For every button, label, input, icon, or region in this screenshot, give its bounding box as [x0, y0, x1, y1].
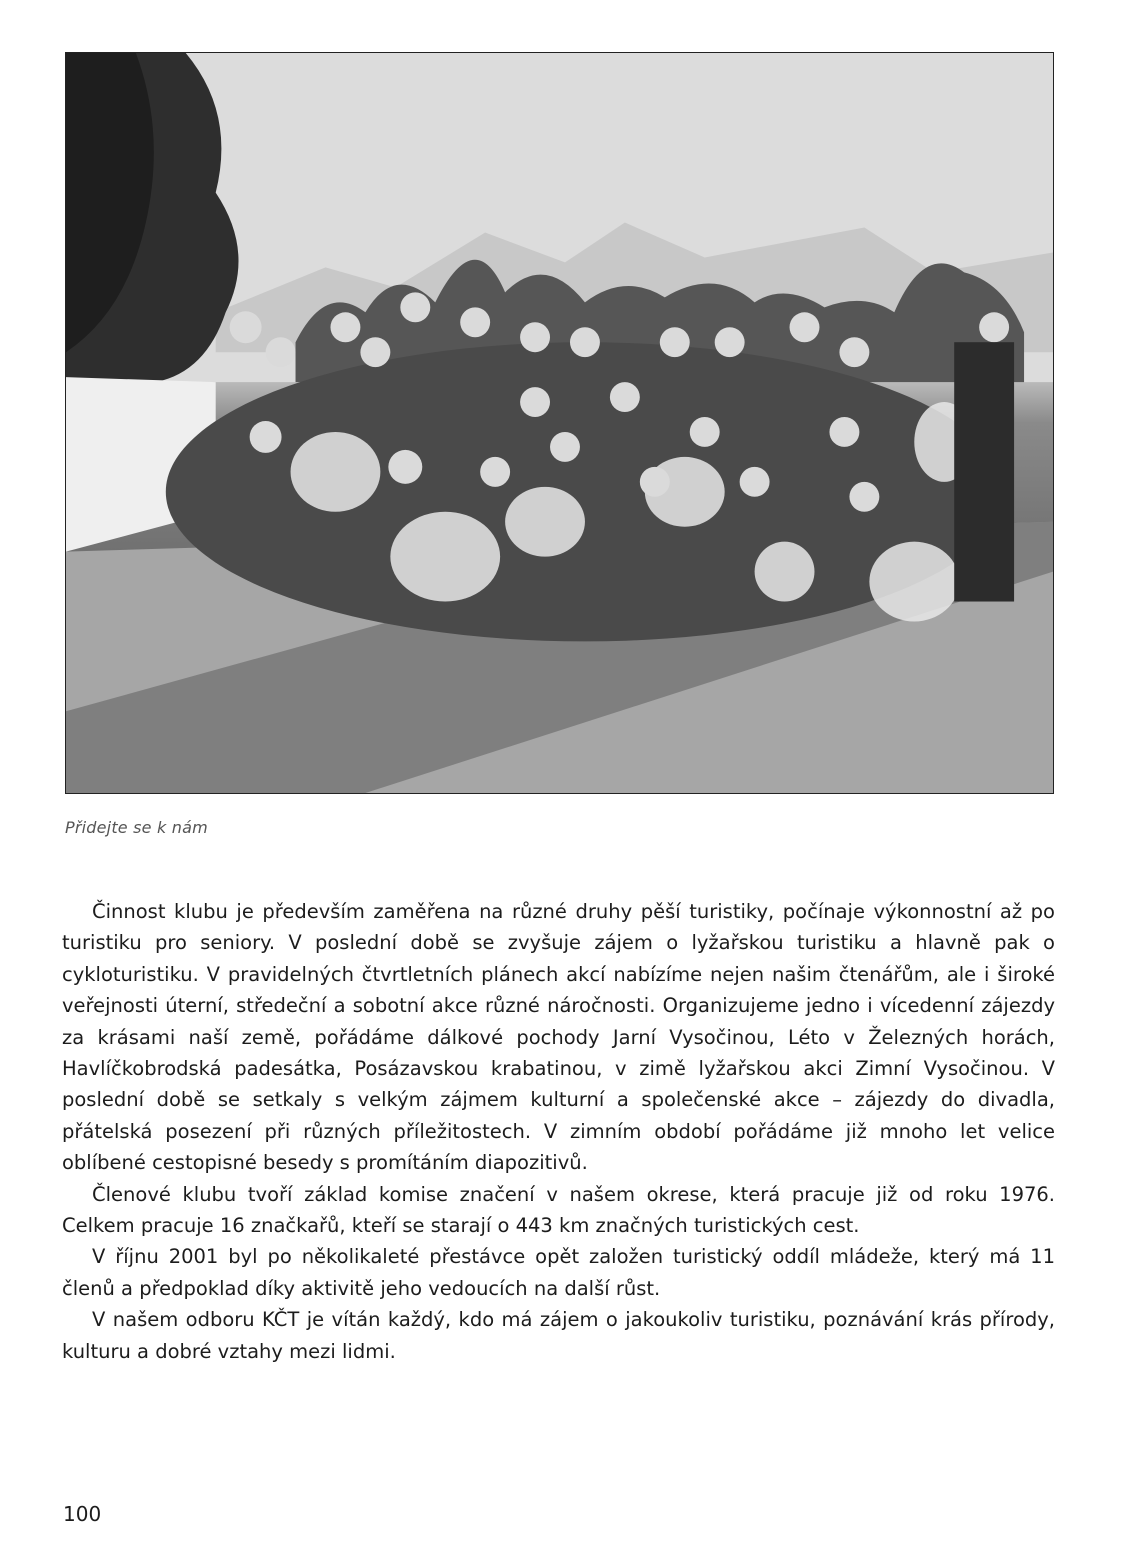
group-photo [65, 52, 1054, 794]
group-photo-illustration [66, 53, 1053, 793]
body-text [62, 896, 1055, 1367]
paragraph: V našem odboru KČT je vítán každý, kdo má zájem o jakoukoliv turistiku, poznávání krás přírody, kulturu a dobré vztahy mezi lidmi. [62, 1308, 1055, 1363]
paragraph: V říjnu 2001 byl po několikaleté přestávce opět založen turistický oddíl mládeže, který má 11 členů a předpoklad díky aktivitě jeho vedoucích na další růst. [62, 1245, 1055, 1300]
paragraph: Členové klubu tvoří základ komise značení v našem okrese, která pracuje již od roku 1976. Celkem pracuje 16 značkařů, kteří se starají o 443 km značných turistických cest. [62, 1182, 1055, 1238]
page-number: 100 [63, 1502, 102, 1526]
photo-caption: Přidejte se k nám [65, 818, 208, 837]
paragraph: Činnost klubu je především zaměřena na různé druhy pěší turistiky, počínaje výkonnostní až po turistiku pro seniory. V poslední době se zvyšuje zájem o lyžařskou turistiku a hlavně pak o cykloturistiku. V pravidelných čtvrtletních plánech akcí nabízíme nejen našim čtenářům, ale i široké veřejnosti úterní, středeční a sobotní akce různé náročnosti. Organizujeme jedno i vícedenní zájezdy za krásami naší země, pořádáme dálkové pochody Jarní Vysočinou, Léto v Železných horách, Havlíčkobrodská padesátka, Posázavskou krabatinou, v zimě lyžařskou akci Zimní Vysočinou. V poslední době se setkaly s velkým zájmem kulturní a společenské akce – zájezdy do divadla, přátelská posezení při různých příležitostech. V zimním období pořádáme již mnoho let velice oblíbené cestopisné besedy s promítáním diapozitivů. [62, 900, 1055, 1175]
